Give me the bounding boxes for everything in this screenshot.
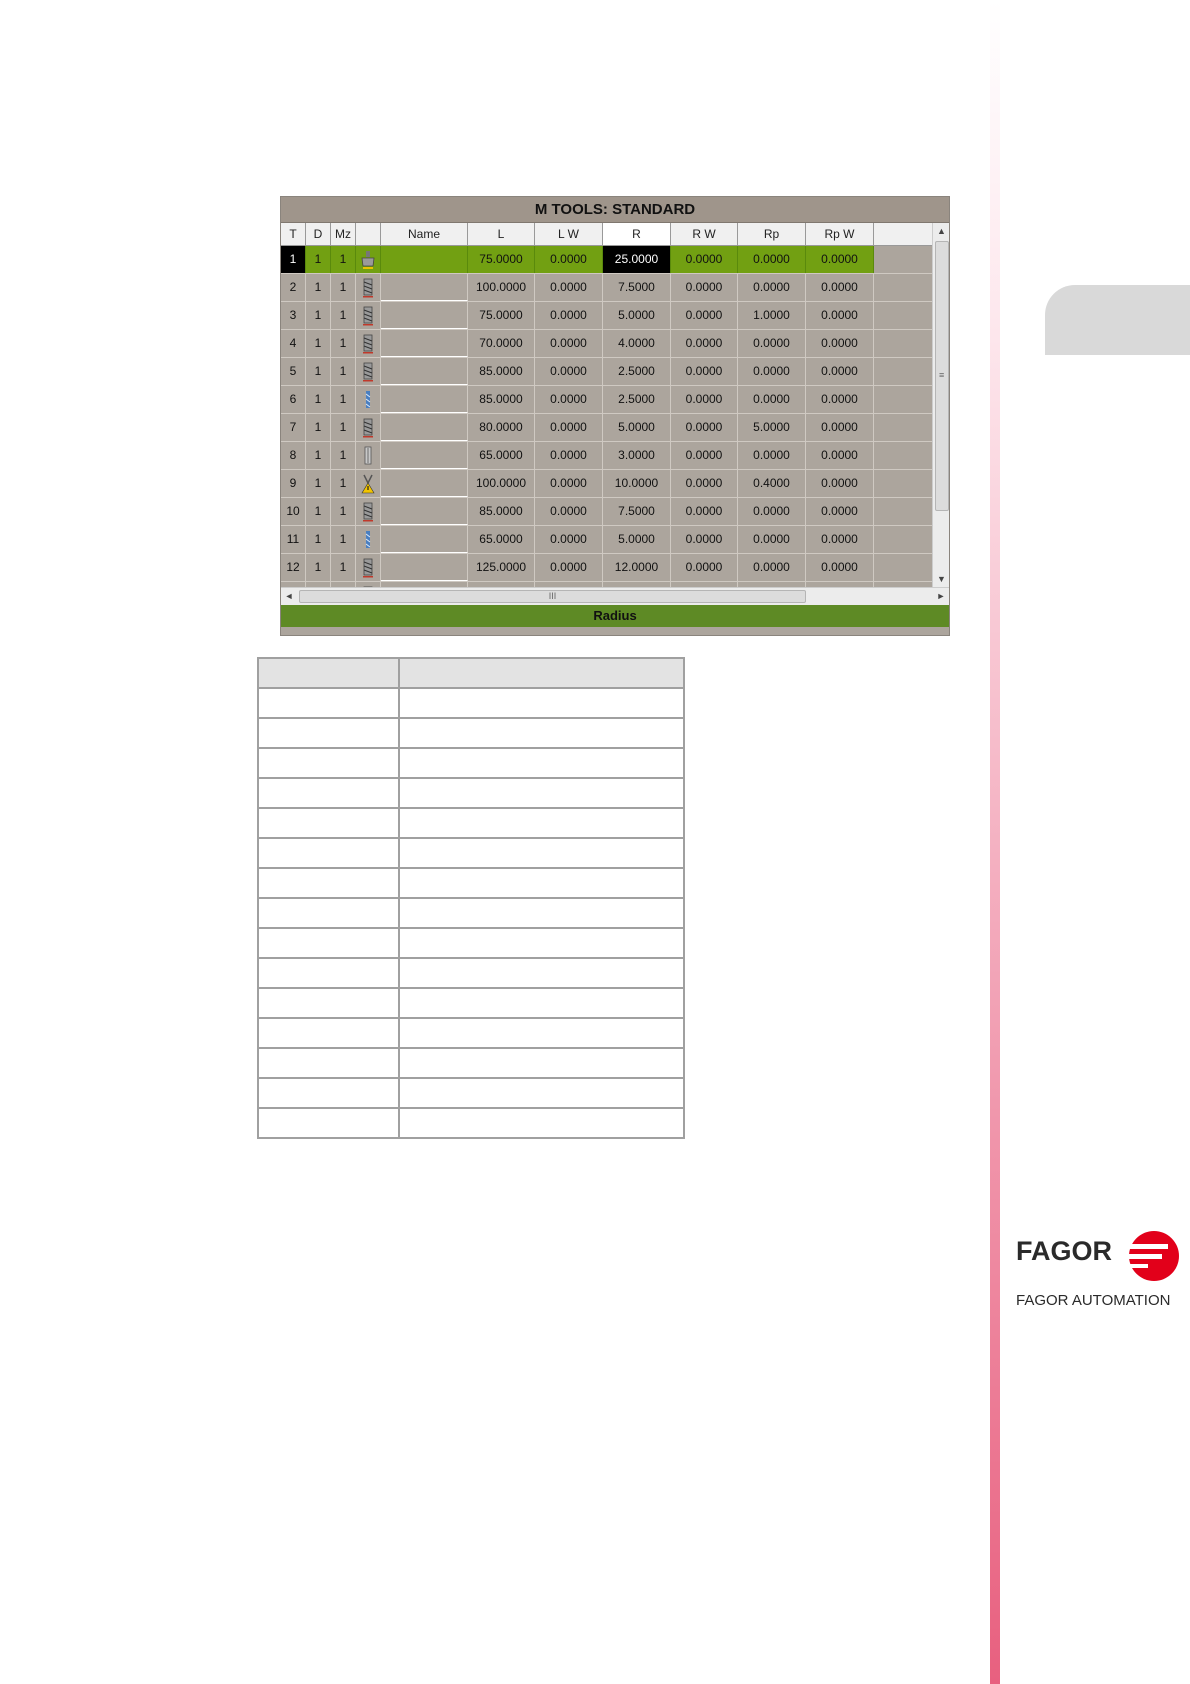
cell-rp[interactable]: 5.0000	[738, 414, 806, 441]
empty-table-row	[258, 1078, 684, 1108]
column-header-rpw[interactable]: Rp W	[806, 223, 874, 245]
cell-r[interactable]: 5.0000	[603, 414, 671, 441]
cell-r[interactable]: 5.0000	[603, 302, 671, 329]
empty-table-cell	[399, 928, 684, 958]
cell-rw[interactable]: 0.0000	[671, 246, 738, 273]
column-header-l[interactable]: L	[468, 223, 535, 245]
horizontal-scroll-thumb[interactable]: III	[299, 590, 806, 603]
empty-table-cell	[258, 988, 399, 1018]
empty-table-cell	[399, 838, 684, 868]
empty-table-cell	[258, 688, 399, 718]
cell-name[interactable]	[381, 554, 468, 581]
tool-row[interactable]	[281, 554, 932, 582]
cell-lw[interactable]: 0.0000	[535, 386, 603, 413]
cell-icon[interactable]	[356, 414, 381, 441]
tool-row[interactable]	[281, 526, 932, 554]
cell-t[interactable]: 8	[281, 442, 306, 469]
cell-lw[interactable]: 0.0000	[535, 554, 603, 581]
empty-table-cell	[399, 808, 684, 838]
cell-rpw[interactable]: 0.0000	[806, 358, 874, 385]
empty-table-cell	[399, 958, 684, 988]
cell-rpw[interactable]: 0.0000	[806, 526, 874, 553]
empty-table-row	[258, 838, 684, 868]
empty-table-cell	[399, 988, 684, 1018]
cell-lw[interactable]: 0.0000	[535, 330, 603, 357]
cell-r[interactable]: 12.0000	[603, 554, 671, 581]
empty-table-cell	[399, 718, 684, 748]
cell-icon[interactable]	[356, 470, 381, 497]
endmill-icon	[361, 502, 375, 522]
empty-table-cell	[399, 748, 684, 778]
cell-mz[interactable]: 1	[331, 386, 356, 413]
cell-mz[interactable]: 1	[331, 274, 356, 301]
cell-rw[interactable]: 0.0000	[671, 554, 738, 581]
cell-rpw[interactable]: 0.0000	[806, 442, 874, 469]
cell-mz[interactable]: 1	[331, 526, 356, 553]
endmill-icon	[361, 306, 375, 326]
empty-table-cell	[258, 958, 399, 988]
cell-rp[interactable]: 0.0000	[738, 526, 806, 553]
tool-row[interactable]	[281, 302, 932, 330]
cell-d[interactable]: 1	[306, 330, 331, 357]
tool-row[interactable]	[281, 470, 932, 498]
cell-icon[interactable]	[356, 554, 381, 581]
cell-mz[interactable]: 1	[331, 302, 356, 329]
empty-table-cell	[258, 778, 399, 808]
empty-table-cell	[399, 1018, 684, 1048]
cell-lw[interactable]: 0.0000	[535, 274, 603, 301]
tool-row[interactable]	[281, 498, 932, 526]
cell-name[interactable]	[381, 414, 468, 441]
column-header-rp[interactable]: Rp	[738, 223, 806, 245]
cell-name[interactable]	[381, 330, 468, 357]
cell-icon[interactable]	[356, 358, 381, 385]
cell-r[interactable]: 10.0000	[603, 470, 671, 497]
empty-table-cell	[258, 748, 399, 778]
cell-rp[interactable]: 0.0000	[738, 246, 806, 273]
cell-icon[interactable]	[356, 274, 381, 301]
cell-rpw[interactable]: 0.0000	[806, 386, 874, 413]
column-header-mz[interactable]: Mz	[331, 223, 356, 245]
empty-table-cell	[399, 1108, 684, 1138]
vertical-scroll-thumb[interactable]	[935, 241, 949, 511]
cell-l[interactable]: 100.0000	[468, 470, 535, 497]
cell-r[interactable]: 3.0000	[603, 442, 671, 469]
cell-t[interactable]: 1	[281, 246, 306, 273]
cell-d[interactable]: 1	[306, 470, 331, 497]
cell-lw[interactable]: 0.0000	[535, 414, 603, 441]
endmill-icon	[361, 362, 375, 382]
chapter-tab	[1045, 285, 1190, 355]
empty-table-row	[258, 778, 684, 808]
cell-t[interactable]: 2	[281, 274, 306, 301]
cell-rpw[interactable]: 0.0000	[806, 302, 874, 329]
empty-table-cell	[399, 1048, 684, 1078]
cell-l[interactable]: 100.0000	[468, 274, 535, 301]
cell-t[interactable]: 9	[281, 470, 306, 497]
cell-d[interactable]: 1	[306, 358, 331, 385]
cell-l[interactable]: 75.0000	[468, 302, 535, 329]
cell-r[interactable]: 5.0000	[603, 526, 671, 553]
cell-lw[interactable]: 0.0000	[535, 526, 603, 553]
cell-rp[interactable]: 0.0000	[738, 498, 806, 525]
endmill-icon	[361, 418, 375, 438]
empty-table-cell	[399, 658, 684, 688]
cell-rw[interactable]: 0.0000	[671, 330, 738, 357]
column-header-d[interactable]: D	[306, 223, 331, 245]
cell-d[interactable]: 1	[306, 246, 331, 273]
cell-d[interactable]: 1	[306, 442, 331, 469]
cell-name[interactable]	[381, 442, 468, 469]
cell-r[interactable]: 2.5000	[603, 386, 671, 413]
cell-d[interactable]: 1	[306, 386, 331, 413]
cell-name[interactable]	[381, 302, 468, 329]
empty-table-cell	[258, 1078, 399, 1108]
reamer-icon	[361, 446, 375, 466]
logo-subtitle: FAGOR AUTOMATION	[1016, 1292, 1171, 1309]
cell-l[interactable]: 125.0000	[468, 554, 535, 581]
cell-lw[interactable]: 0.0000	[535, 498, 603, 525]
cell-rw[interactable]: 0.0000	[671, 302, 738, 329]
cell-name[interactable]	[381, 246, 468, 273]
cell-rpw[interactable]: 0.0000	[806, 414, 874, 441]
cell-rp[interactable]: 0.0000	[738, 358, 806, 385]
empty-table-row	[258, 958, 684, 988]
empty-table-cell	[258, 1048, 399, 1078]
cell-icon[interactable]	[356, 246, 381, 273]
cell-name[interactable]	[381, 274, 468, 301]
cell-rp[interactable]: 0.0000	[738, 330, 806, 357]
cell-t[interactable]: 5	[281, 358, 306, 385]
cell-l[interactable]: 85.0000	[468, 498, 535, 525]
cell-mz[interactable]: 1	[331, 358, 356, 385]
empty-table-row	[258, 688, 684, 718]
cell-l[interactable]: 65.0000	[468, 526, 535, 553]
empty-table-cell	[399, 1078, 684, 1108]
cell-rp[interactable]: 0.4000	[738, 470, 806, 497]
cell-name[interactable]	[381, 498, 468, 525]
cell-l[interactable]: 85.0000	[468, 358, 535, 385]
cell-mz[interactable]: 1	[331, 330, 356, 357]
cell-d[interactable]: 1	[306, 498, 331, 525]
cell-lw[interactable]: 0.0000	[535, 442, 603, 469]
cell-t[interactable]: 12	[281, 554, 306, 581]
cell-rpw[interactable]: 0.0000	[806, 470, 874, 497]
cell-t[interactable]: 11	[281, 526, 306, 553]
cell-l[interactable]: 70.0000	[468, 330, 535, 357]
cell-rw[interactable]: 0.0000	[671, 526, 738, 553]
tool-rows	[281, 246, 932, 587]
tool-table-window	[280, 196, 950, 636]
status-bar: Radius	[281, 605, 949, 627]
cell-rw[interactable]: 0.0000	[671, 414, 738, 441]
empty-table-cell	[258, 868, 399, 898]
cell-rpw[interactable]: 0.0000	[806, 246, 874, 273]
cell-r[interactable]: 4.0000	[603, 330, 671, 357]
column-header-icon[interactable]	[356, 223, 381, 245]
empty-table	[257, 657, 685, 1139]
empty-table-row	[258, 808, 684, 838]
cell-rpw[interactable]: 0.0000	[806, 274, 874, 301]
endmill-icon	[361, 558, 375, 578]
cell-icon[interactable]	[356, 386, 381, 413]
cell-rw[interactable]: 0.0000	[671, 470, 738, 497]
endmill-icon	[361, 334, 375, 354]
cell-mz[interactable]: 1	[331, 442, 356, 469]
column-header-row	[281, 223, 932, 246]
empty-table-row	[258, 898, 684, 928]
window-title: M TOOLS: STANDARD	[281, 197, 949, 223]
empty-table-cell	[258, 658, 399, 688]
cell-d[interactable]: 1	[306, 526, 331, 553]
cell-icon[interactable]	[356, 526, 381, 553]
cell-lw[interactable]: 0.0000	[535, 358, 603, 385]
cell-rw[interactable]: 0.0000	[671, 274, 738, 301]
tool-row[interactable]	[281, 330, 932, 358]
tool-row[interactable]	[281, 414, 932, 442]
cell-l[interactable]: 80.0000	[468, 414, 535, 441]
cell-d[interactable]: 1	[306, 302, 331, 329]
scroll-right-icon[interactable]: ►	[936, 591, 946, 601]
cell-rw[interactable]: 0.0000	[671, 498, 738, 525]
vertical-scrollbar[interactable]	[932, 223, 950, 587]
cell-l[interactable]: 65.0000	[468, 442, 535, 469]
tool-row[interactable]	[281, 442, 932, 470]
cell-rw[interactable]: 0.0000	[671, 442, 738, 469]
cell-rp[interactable]: 0.0000	[738, 554, 806, 581]
cell-t[interactable]: 4	[281, 330, 306, 357]
empty-table-cell	[399, 868, 684, 898]
tool-row[interactable]	[281, 246, 932, 274]
cell-name[interactable]	[381, 386, 468, 413]
cell-icon[interactable]	[356, 442, 381, 469]
tool-row[interactable]	[281, 386, 932, 414]
endmill-icon	[361, 278, 375, 298]
scroll-up-icon[interactable]: ▲	[937, 226, 946, 236]
cell-lw[interactable]: 0.0000	[535, 246, 603, 273]
cell-t[interactable]: 10	[281, 498, 306, 525]
empty-table-row	[258, 718, 684, 748]
empty-table-cell	[258, 1108, 399, 1138]
cell-rw[interactable]: 0.0000	[671, 386, 738, 413]
empty-table-cell	[258, 838, 399, 868]
column-header-t[interactable]: T	[281, 223, 306, 245]
cell-r[interactable]: 7.5000	[603, 274, 671, 301]
empty-table-cell	[258, 1018, 399, 1048]
scroll-down-icon[interactable]: ▼	[937, 574, 946, 584]
empty-table-row	[258, 1018, 684, 1048]
cell-t[interactable]: 6	[281, 386, 306, 413]
tool-grid	[281, 223, 932, 587]
empty-table-cell	[258, 808, 399, 838]
cell-icon[interactable]	[356, 302, 381, 329]
cell-d[interactable]: 1	[306, 554, 331, 581]
cell-mz[interactable]: 1	[331, 246, 356, 273]
cell-r[interactable]: 7.5000	[603, 498, 671, 525]
empty-table-cell	[258, 718, 399, 748]
cell-rw[interactable]: 0.0000	[671, 358, 738, 385]
cell-name[interactable]	[381, 526, 468, 553]
logo-wordmark: FAGOR	[1016, 1236, 1113, 1266]
cell-icon[interactable]	[356, 498, 381, 525]
cell-rp[interactable]: 0.0000	[738, 442, 806, 469]
empty-table-row	[258, 1048, 684, 1078]
cell-mz[interactable]: 1	[331, 414, 356, 441]
column-header-lw[interactable]: L W	[535, 223, 603, 245]
grip-icon: ≡	[939, 370, 945, 380]
empty-table-row	[258, 1108, 684, 1138]
cell-d[interactable]: 1	[306, 414, 331, 441]
tool-row[interactable]	[281, 358, 932, 386]
fagor-logo-icon	[1128, 1230, 1180, 1282]
cell-mz[interactable]: 1	[331, 554, 356, 581]
empty-table-row	[258, 748, 684, 778]
cell-rp[interactable]: 0.0000	[738, 386, 806, 413]
cell-r[interactable]: 25.0000	[603, 246, 671, 273]
cell-t[interactable]: 7	[281, 414, 306, 441]
column-header-r[interactable]: R	[603, 223, 671, 245]
cell-rpw[interactable]: 0.0000	[806, 554, 874, 581]
empty-table-row	[258, 988, 684, 1018]
cell-name[interactable]	[381, 470, 468, 497]
cell-mz[interactable]: 1	[331, 470, 356, 497]
side-decor-band	[990, 0, 1000, 1684]
empty-table-cell	[399, 688, 684, 718]
cell-d[interactable]: 1	[306, 274, 331, 301]
cell-icon[interactable]	[356, 330, 381, 357]
cell-name[interactable]	[381, 358, 468, 385]
cell-l[interactable]: 75.0000	[468, 246, 535, 273]
cell-rpw[interactable]: 0.0000	[806, 498, 874, 525]
empty-table-cell	[258, 898, 399, 928]
column-header-name[interactable]: Name	[381, 223, 468, 245]
cell-lw[interactable]: 0.0000	[535, 302, 603, 329]
cell-lw[interactable]: 0.0000	[535, 470, 603, 497]
horizontal-scrollbar[interactable]	[281, 587, 949, 605]
cell-rp[interactable]: 1.0000	[738, 302, 806, 329]
empty-table-cell	[399, 778, 684, 808]
drill-icon	[361, 390, 375, 410]
cutter-icon	[361, 250, 375, 270]
column-header-rw[interactable]: R W	[671, 223, 738, 245]
cell-rp[interactable]: 0.0000	[738, 274, 806, 301]
drill-icon	[361, 530, 375, 550]
cell-t[interactable]: 3	[281, 302, 306, 329]
empty-table-cell	[258, 928, 399, 958]
cell-l[interactable]: 85.0000	[468, 386, 535, 413]
empty-table-row	[258, 868, 684, 898]
empty-table-row	[258, 928, 684, 958]
empty-table-header-row	[258, 658, 684, 688]
cell-mz[interactable]: 1	[331, 498, 356, 525]
warning-tool-icon	[361, 474, 375, 494]
empty-table-cell	[399, 898, 684, 928]
cell-r[interactable]: 2.5000	[603, 358, 671, 385]
scroll-left-icon[interactable]: ◄	[284, 591, 294, 601]
cell-rpw[interactable]: 0.0000	[806, 330, 874, 357]
fagor-logo	[1016, 1228, 1186, 1308]
tool-row[interactable]	[281, 274, 932, 302]
